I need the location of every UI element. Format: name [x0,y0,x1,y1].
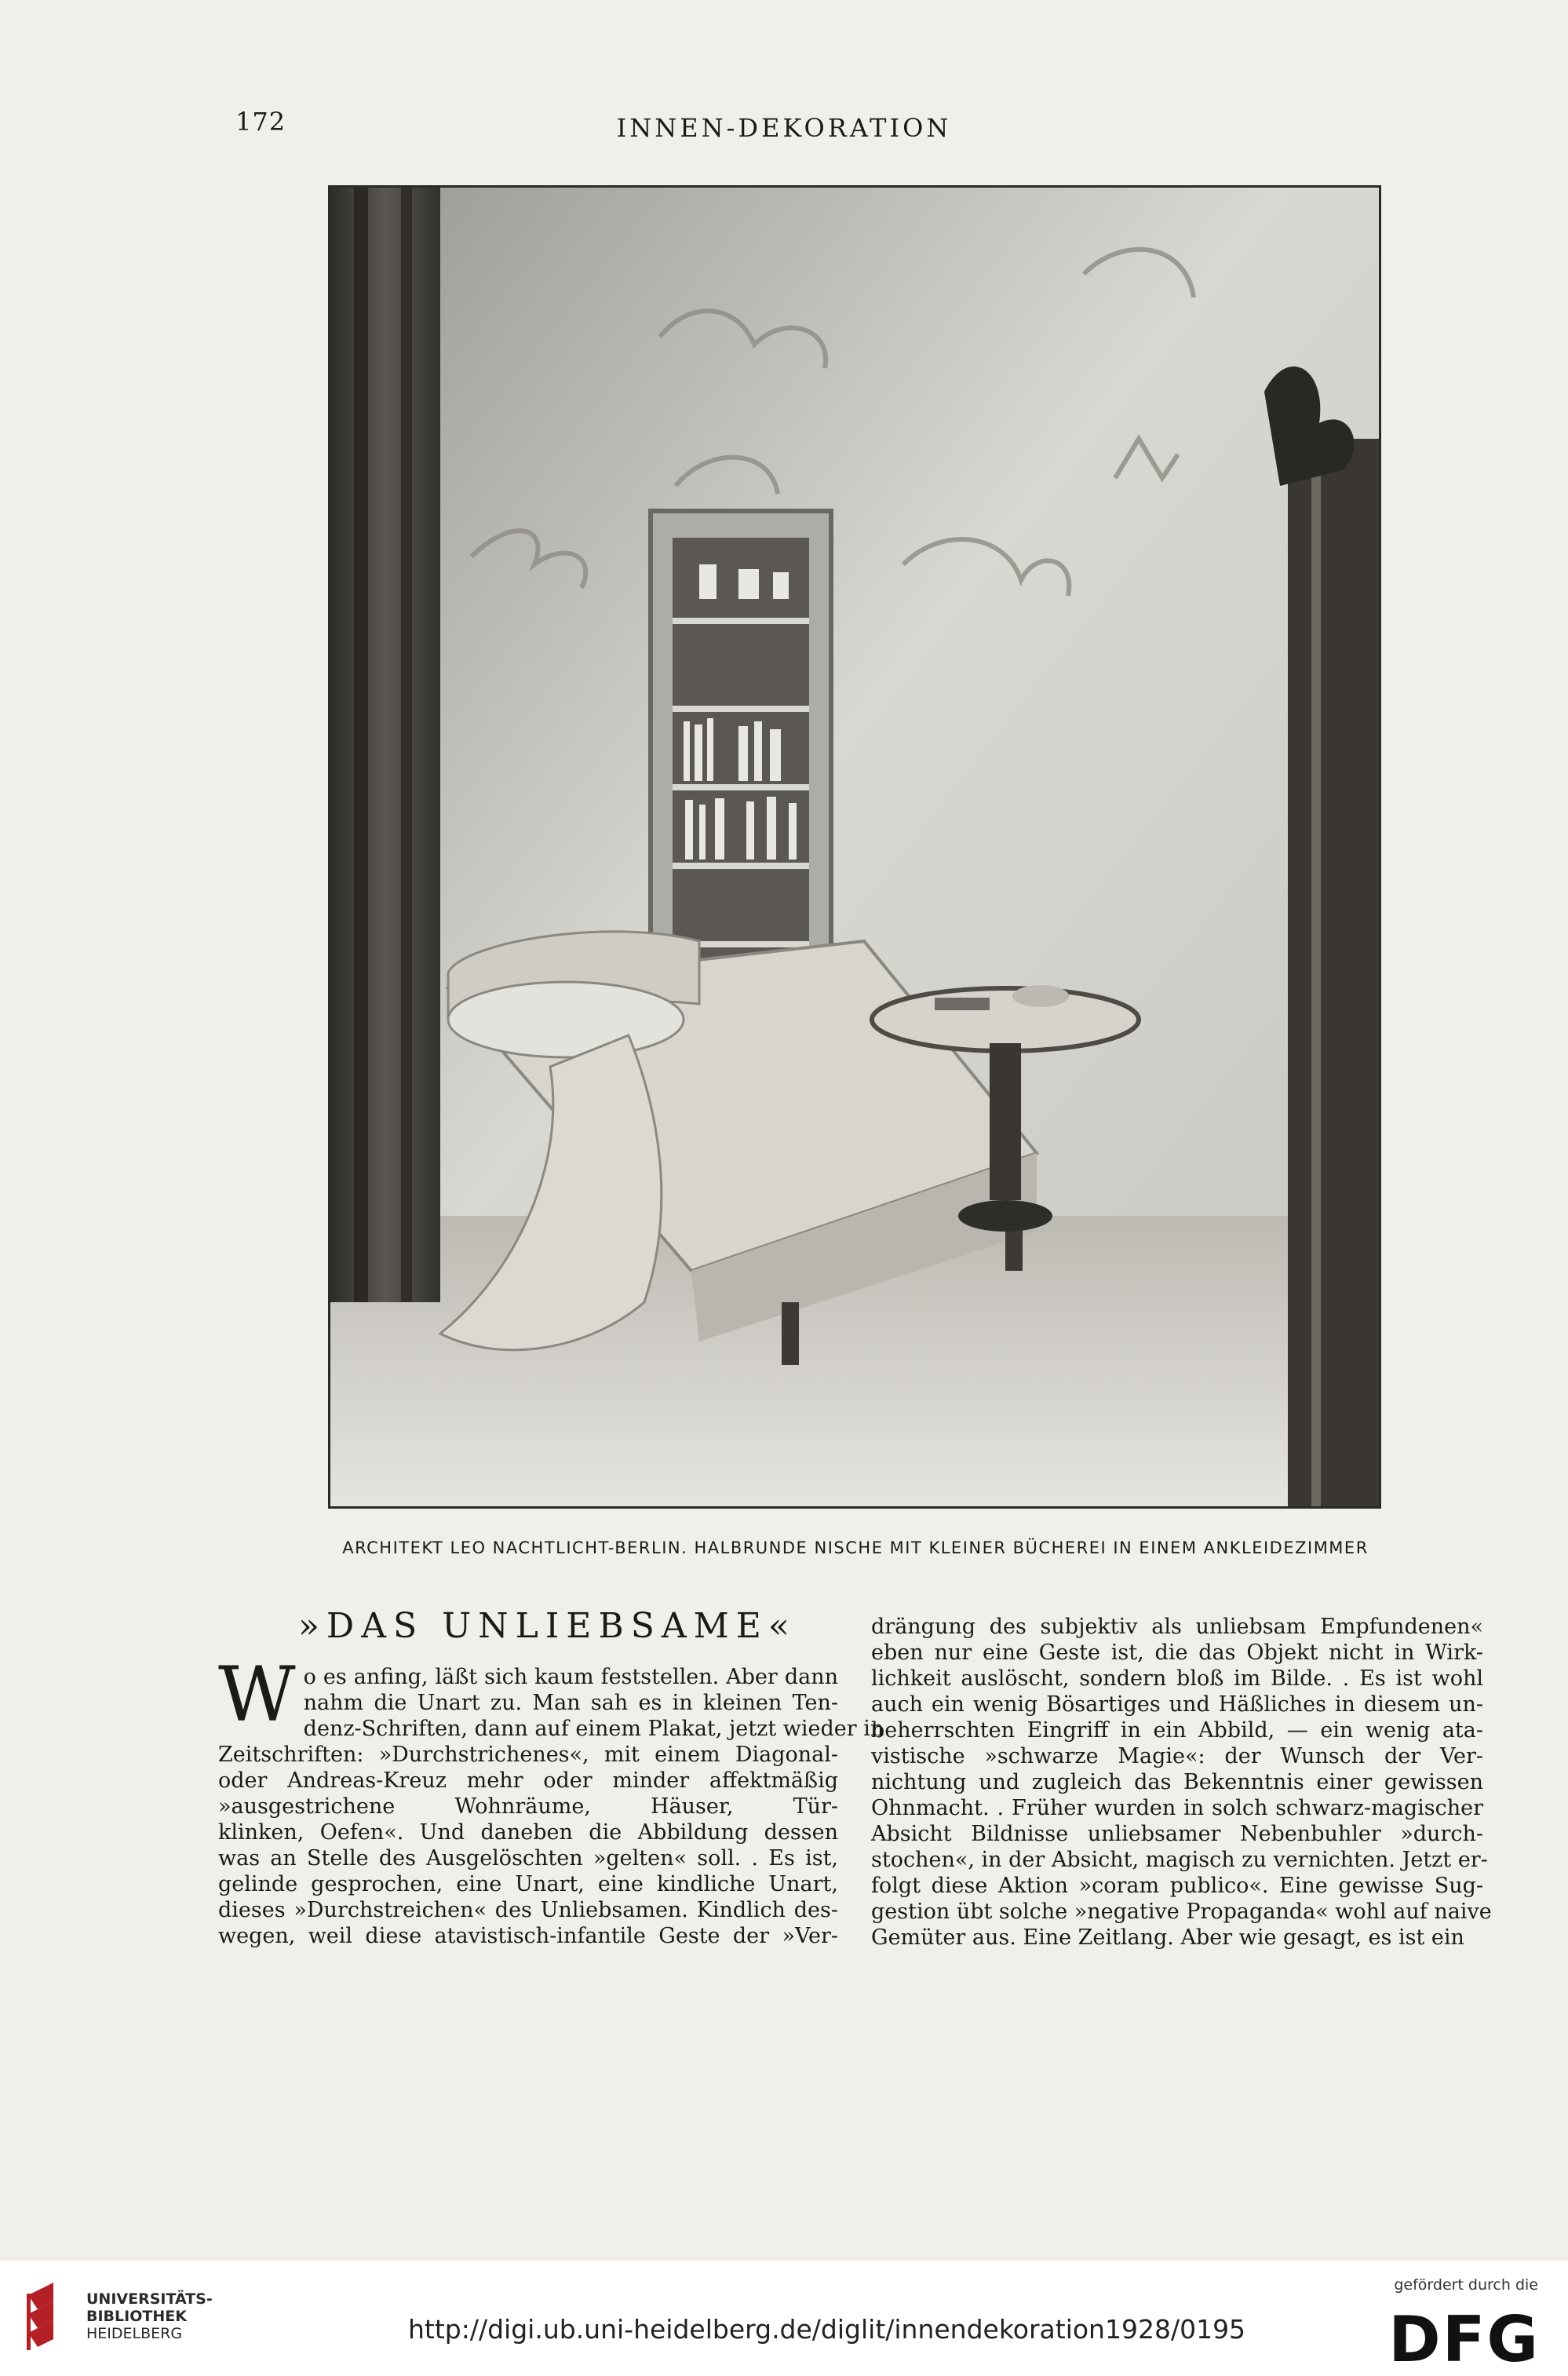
library-name-line: BIBLIOTHEK [86,2308,187,2325]
figure-caption: ARCHITEKT LEO NACHTLICHT-BERLIN. HALBRUNDE NISCHE MIT KLEINER BÜCHEREI IN EINEM ANKLEIDEZIMMER [342,1538,1369,1557]
text-line: o es anfing, läßt sich kaum feststellen. Aber dann [303,1665,838,1689]
right-column [871,1614,1492,1951]
funder-label: gefördert durch die [1394,2276,1538,2294]
text-line: Gemüter aus. Eine Zeitlang. Aber wie gesagt, es ist ein [871,1925,1464,1950]
text-line: klinken, Oefen«. Und daneben die Abbildung dessen [218,1820,838,1845]
text-line: drängung des subjektiv als unliebsam Empfundenen« [871,1615,1483,1639]
text-line: folgt diese Aktion »coram publico«. Eine gewisse Sug- [871,1874,1483,1898]
university-library-logo-icon [22,2279,69,2352]
library-name-line: UNIVERSITÄTS- [86,2290,213,2308]
text-line: nahm die Unart zu. Man sah es in kleinen Ten- [303,1691,838,1715]
photo-illustration [330,188,1379,1506]
article-heading: »DAS UNLIEBSAME« [298,1606,797,1646]
text-line: dieses »Durchstreichen« des Unliebsamen. Kindlich des- [218,1898,838,1922]
text-line: wegen, weil diese atavistisch-infantile Geste der »Ver- [218,1924,838,1948]
library-name [86,2290,213,2342]
permalink-url[interactable]: http://digi.ub.uni-heidelberg.de/diglit/innendekoration1928/0195 [408,2314,1246,2345]
text-line: Ohnmacht. . Früher wurden in solch schwarz-magischer [871,1796,1483,1820]
text-line: oder Andreas-Kreuz mehr oder minder affektmäßig [218,1768,838,1793]
text-line: lichkeit auslöscht, sondern bloß im Bilde. . Es ist wohl [871,1666,1483,1691]
text-line: »ausgestrichene Wohnräume, Häuser, Tür- [218,1794,838,1819]
library-name-line: HEIDELBERG [86,2325,183,2342]
text-line: was an Stelle des Ausgelöschten »gelten« soll. . Es ist, [218,1846,838,1871]
drop-capital: W [218,1651,296,1739]
text-line: stochen«, in der Absicht, magisch zu vernichten. Jetzt er- [871,1848,1488,1872]
interior-photograph [328,185,1381,1509]
text-line: beherrschten Eingriff in ein Abbild, — ein wenig ata- [871,1718,1483,1743]
running-title: INNEN-DEKORATION [616,113,952,143]
text-line: auch ein wenig Bösartiges und Häßliches in diesem un- [871,1692,1483,1717]
text-line: gelinde gesprochen, eine Unart, eine kindliche Unart, [218,1872,838,1896]
text-line: Absicht Bildnisse unliebsamer Nebenbuhler »durch- [871,1822,1483,1846]
text-line: nichtung und zugleich das Bekenntnis einer gewissen [871,1770,1483,1794]
text-line: gestion übt solche »negative Propaganda« wohl auf naive [871,1900,1492,1924]
text-line: denz-Schriften, dann auf einem Plakat, jetzt wieder in [303,1717,884,1741]
left-column [218,1651,884,1949]
page-number: 172 [235,107,286,137]
text-line: Zeitschriften: »Durchstrichenes«, mit einem Diagonal- [218,1743,838,1767]
text-line: vistische »schwarze Magie«: der Wunsch der Ver- [871,1744,1483,1768]
text-line: eben nur eine Geste ist, die das Objekt nicht in Wirk- [871,1641,1483,1665]
dfg-logo: DFG [1388,2303,1540,2376]
